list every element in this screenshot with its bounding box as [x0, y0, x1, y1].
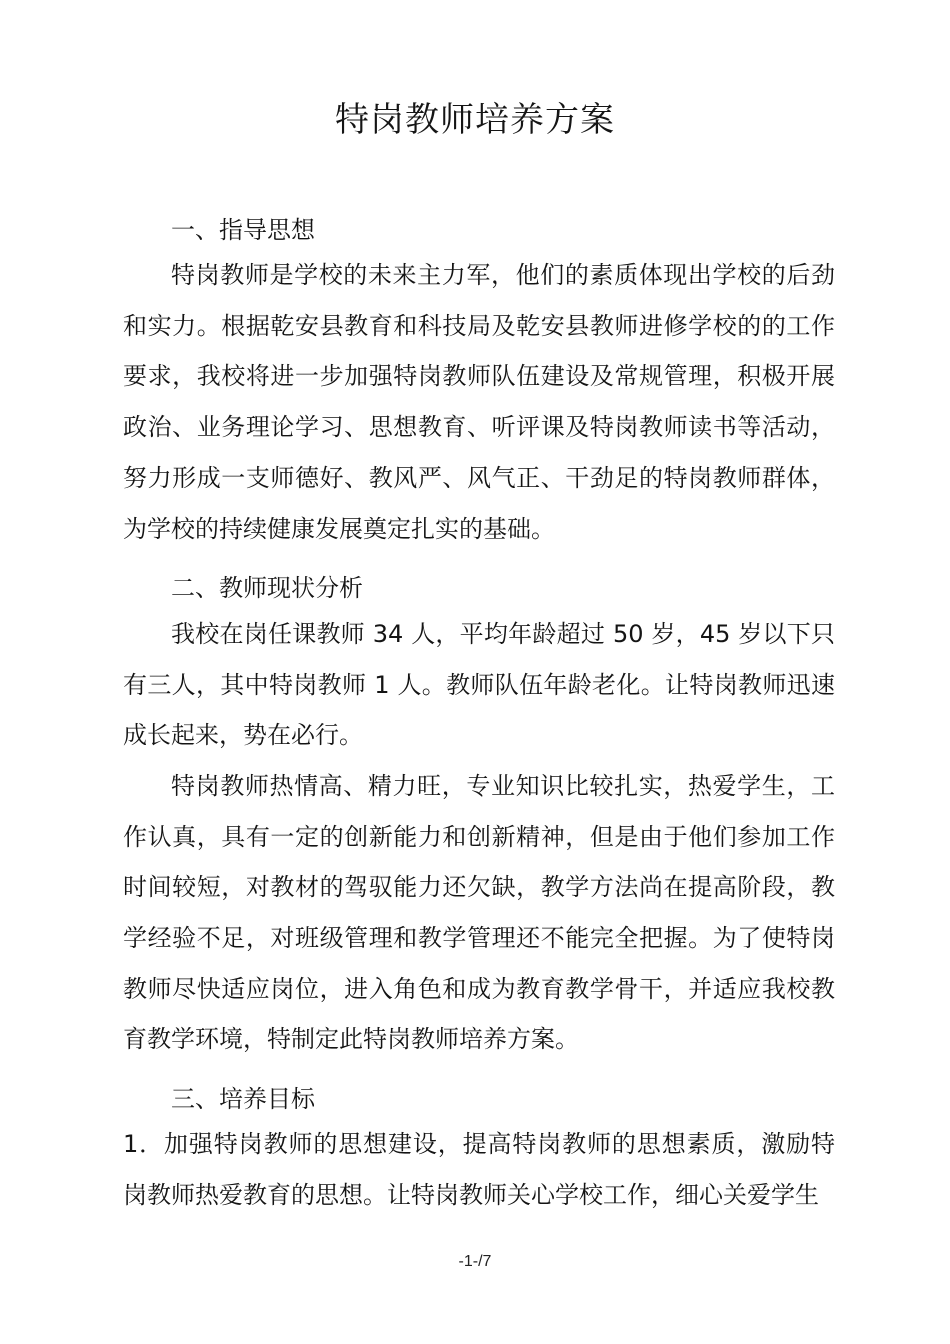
- paragraph-line: 学经验不足，对班级管理和教学管理还不能完全把握。为了使特岗: [123, 924, 835, 952]
- paragraph-line: 特岗教师热情高、精力旺，专业知识比较扎实，热爱学生，工: [171, 772, 835, 800]
- paragraph-line: 教师尽快适应岗位，进入角色和成为教育教学骨干，并适应我校教: [123, 975, 835, 1003]
- paragraph-line: 为学校的持续健康发展奠定扎实的基础。: [123, 515, 555, 543]
- paragraph-line: 作认真，具有一定的创新能力和创新精神，但是由于他们参加工作: [123, 823, 835, 851]
- paragraph-line: 特岗教师是学校的未来主力军，他们的素质体现出学校的后劲: [171, 261, 835, 289]
- paragraph-line: 育教学环境，特制定此特岗教师培养方案。: [123, 1025, 579, 1053]
- paragraph-line: 要求，我校将进一步加强特岗教师队伍建设及常规管理，积极开展: [123, 362, 835, 390]
- paragraph-line: 和实力。根据乾安县教育和科技局及乾安县教师进修学校的的工作: [123, 312, 835, 340]
- section-heading-training-goals: 三、培养目标: [171, 1085, 315, 1113]
- page-number: -1-/7: [458, 1253, 492, 1270]
- paragraph-line: 有三人，其中特岗教师 1 人。教师队伍年龄老化。让特岗教师迅速: [123, 671, 835, 699]
- document-title: 特岗教师培养方案: [335, 100, 615, 140]
- paragraph-line: 1．加强特岗教师的思想建设，提高特岗教师的思想素质，激励特: [123, 1130, 835, 1158]
- paragraph-line: 岗教师热爱教育的思想。让特岗教师关心学校工作，细心关爱学生: [123, 1181, 819, 1209]
- paragraph-line: 时间较短，对教材的驾驭能力还欠缺，教学方法尚在提高阶段，教: [123, 873, 835, 901]
- section-heading-teacher-status: 二、教师现状分析: [171, 574, 363, 602]
- paragraph-line: 努力形成一支师德好、教风严、风气正、干劲足的特岗教师群体，: [123, 464, 835, 492]
- paragraph-line: 政治、业务理论学习、思想教育、听评课及特岗教师读书等活动，: [123, 413, 835, 441]
- paragraph-line: 我校在岗任课教师 34 人，平均年龄超过 50 岁，45 岁以下只: [171, 620, 835, 648]
- section-heading-guiding-ideology: 一、指导思想: [171, 216, 315, 244]
- paragraph-line: 成长起来，势在必行。: [123, 721, 363, 749]
